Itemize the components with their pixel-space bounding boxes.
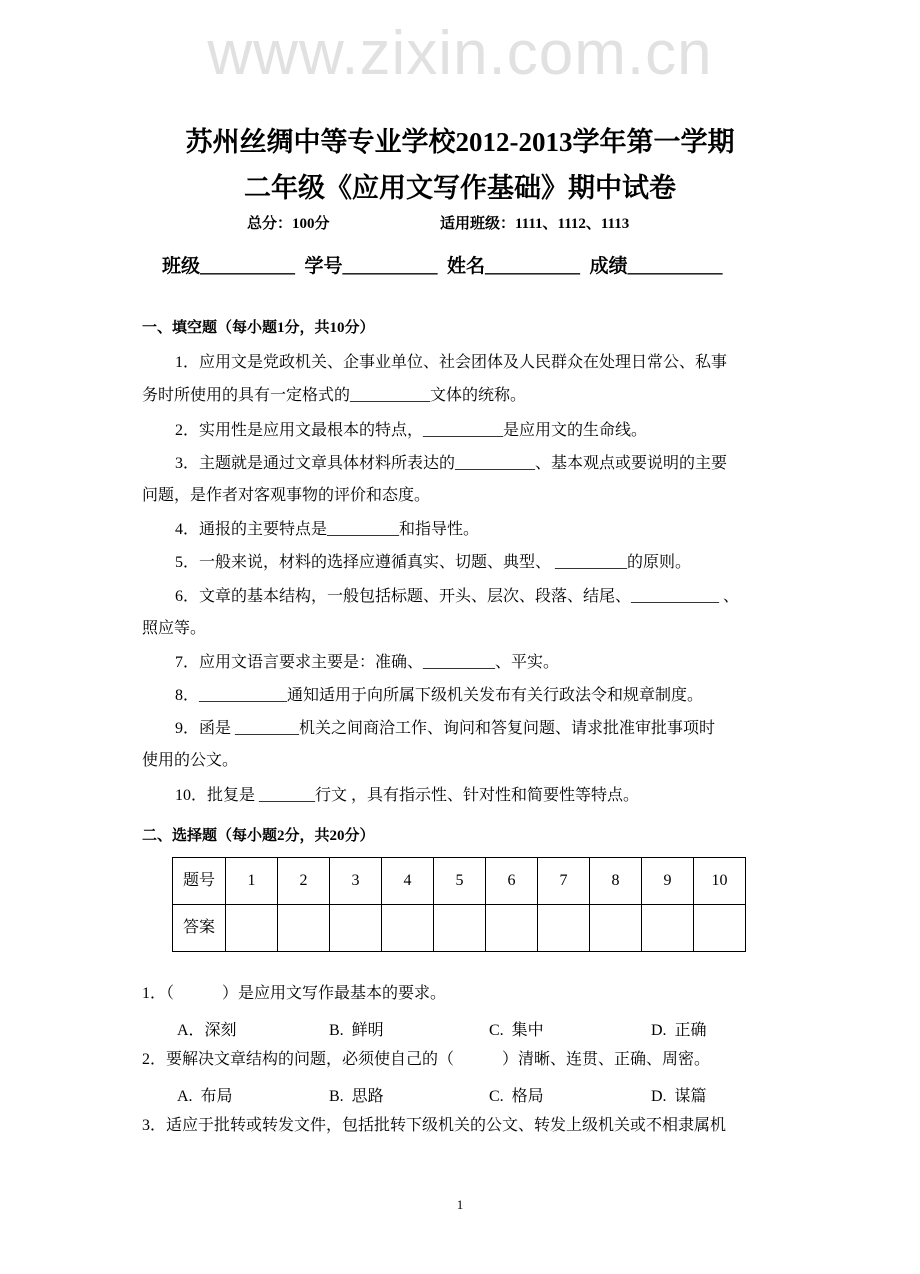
choice-question: 2．要解决文章结构的问题，必须使自己的（ ）清晰、连贯、正确、周密。 xyxy=(142,1051,711,1068)
exam-title: 苏州丝绸中等专业学校2012-2013学年第一学期 xyxy=(185,127,735,157)
question-number-cell: 1 xyxy=(226,858,278,905)
choice-option: D. 谋篇 xyxy=(651,1088,707,1105)
choice-option: B. 鲜明 xyxy=(329,1022,384,1039)
choice-option: A．深刻 xyxy=(177,1022,237,1039)
answer-cell[interactable] xyxy=(694,905,746,952)
answer-cell[interactable] xyxy=(278,905,330,952)
section2-heading: 二、选择题（每小题2分，共20分） xyxy=(142,828,375,844)
fill-blank-line: 使用的公文。 xyxy=(142,752,239,769)
question-number-cell: 4 xyxy=(382,858,434,905)
answer-cell[interactable] xyxy=(330,905,382,952)
question-number-cell: 2 xyxy=(278,858,330,905)
watermark: www.zixin.com.cn xyxy=(207,19,713,88)
fill-blank-line: 7．应用文语言要求主要是：准确、_________、平实。 xyxy=(175,654,560,671)
fill-blank-line: 1．应用文是党政机关、企事业单位、社会团体及人民群众在处理日常公、私事 xyxy=(175,354,728,371)
fill-blank-line: 10．批复是 _______行文 ，具有指示性、针对性和简要性等特点。 xyxy=(175,787,640,804)
page-number: 1 xyxy=(456,1197,464,1212)
answer-cell[interactable] xyxy=(226,905,278,952)
fill-blank-line: 6．文章的基本结构，一般包括标题、开头、层次、段落、结尾、___________ 、 xyxy=(175,588,740,605)
fill-blank-line: 5．一般来说，材料的选择应遵循真实、切题、典型、 _________的原则。 xyxy=(175,554,692,571)
answer-cell[interactable] xyxy=(434,905,486,952)
question-number-cell: 6 xyxy=(486,858,538,905)
applicable-classes: 适用班级：1111、1112、1113 xyxy=(440,216,630,232)
answer-cell[interactable] xyxy=(590,905,642,952)
answer-cell[interactable] xyxy=(642,905,694,952)
choice-option: A. 布局 xyxy=(177,1088,233,1105)
fill-blank-line: 3．主题就是通过文章具体材料所表达的__________、基本观点或要说明的主要 xyxy=(175,455,728,472)
question-number-cell: 10 xyxy=(694,858,746,905)
question-number-cell: 3 xyxy=(330,858,382,905)
fill-blank-line: 照应等。 xyxy=(142,620,207,637)
fill-blank-line: 8．___________通知适用于向所属下级机关发布有关行政法令和规章制度。 xyxy=(175,687,704,704)
question-number-cell: 8 xyxy=(590,858,642,905)
exam-subtitle: 二年级《应用文写作基础》期中试卷 xyxy=(244,173,676,203)
row-label-answer: 答案 xyxy=(173,905,226,952)
fill-blank-line: 务时所使用的具有一定格式的__________文体的统称。 xyxy=(142,387,527,404)
total-score: 总分：100分 xyxy=(247,216,330,232)
question-number-cell: 9 xyxy=(642,858,694,905)
choice-question: 3．适应于批转或转发文件，包括批转下级机关的公文、转发上级机关或不相隶属机 xyxy=(142,1117,727,1134)
answer-cell[interactable] xyxy=(538,905,590,952)
section1-heading: 一、填空题（每小题1分，共10分） xyxy=(142,320,375,336)
row-label-number: 题号 xyxy=(173,858,226,905)
choice-option: C. 格局 xyxy=(489,1088,544,1105)
choice-option: C. 集中 xyxy=(489,1022,544,1039)
choice-option: B. 思路 xyxy=(329,1088,384,1105)
answer-cell[interactable] xyxy=(486,905,538,952)
fill-blank-line: 问题，是作者对客观事物的评价和态度。 xyxy=(142,487,431,504)
answer-cell[interactable] xyxy=(382,905,434,952)
student-info-fields: 班级__________ 学号__________ 姓名__________ 成绩__________ xyxy=(162,256,723,277)
question-number-cell: 7 xyxy=(538,858,590,905)
fill-blank-line: 9．函是 ________机关之间商洽工作、询问和答复问题、请求批准审批事项时 xyxy=(175,720,716,737)
choice-option: D. 正确 xyxy=(651,1022,707,1039)
fill-blank-line: 4．通报的主要特点是_________和指导性。 xyxy=(175,521,480,538)
fill-blank-line: 2．实用性是应用文最根本的特点，__________是应用文的生命线。 xyxy=(175,422,648,439)
question-number-cell: 5 xyxy=(434,858,486,905)
choice-question: 1．（ ）是应用文写作最基本的要求。 xyxy=(142,985,447,1002)
answer-table xyxy=(172,857,746,952)
